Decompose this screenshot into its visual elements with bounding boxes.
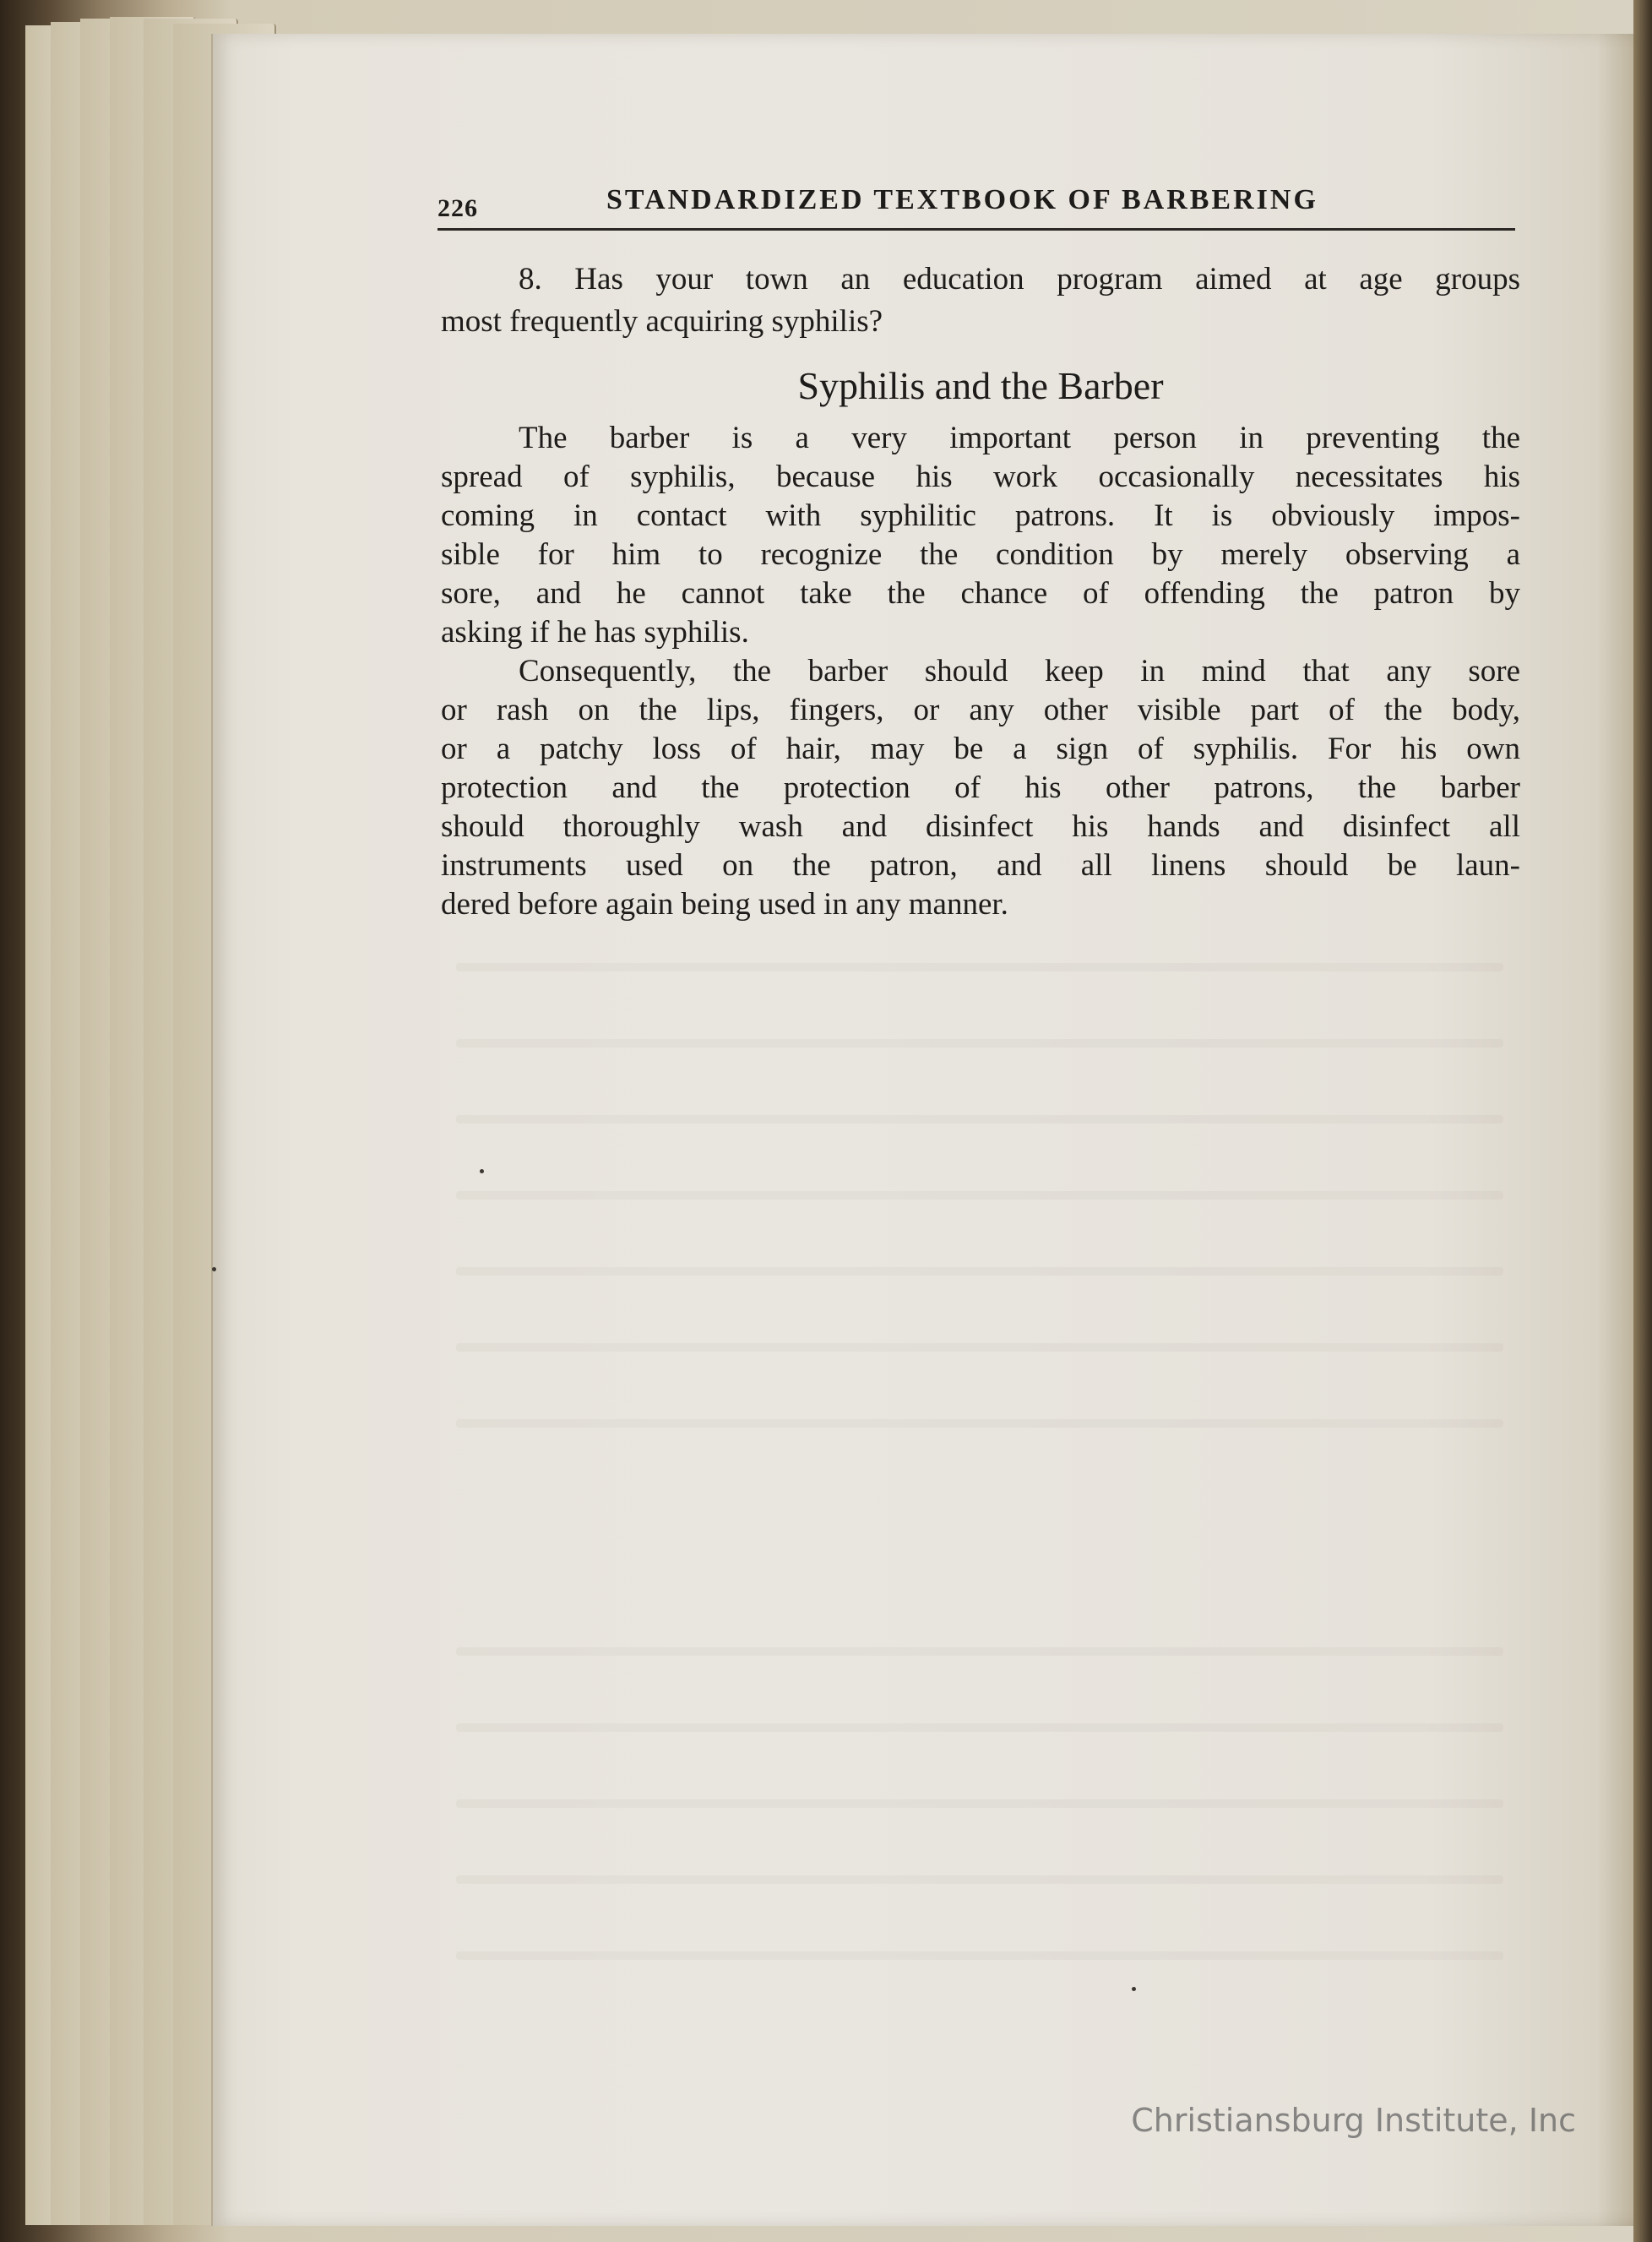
- paragraph-line: The barber is a very important person in preventing the: [519, 421, 1520, 455]
- show-through: [456, 1115, 1503, 1124]
- paragraph-line: asking if he has syphilis.: [441, 615, 749, 650]
- paper-speck: [480, 1169, 484, 1173]
- paragraph-line: or a patchy loss of hair, may be a sign of syphilis. For his own: [441, 732, 1520, 766]
- show-through: [456, 963, 1503, 971]
- paragraph-line: sible for him to recognize the condition by merely observing a: [441, 537, 1520, 572]
- page-number: 226: [437, 194, 478, 222]
- show-through: [456, 1039, 1503, 1048]
- paragraph-line: should thoroughly wash and disinfect his hands and disinfect all: [441, 809, 1520, 844]
- running-title: STANDARDIZED TEXTBOOK OF BARBERING: [606, 184, 1318, 215]
- paper-speck: [212, 1267, 216, 1271]
- paragraph-line: coming in contact with syphilitic patrons. It is obviously impos-: [441, 498, 1520, 533]
- show-through: [456, 1951, 1503, 1960]
- paragraph-line: Consequently, the barber should keep in mind that any sore: [519, 654, 1520, 688]
- show-through: [456, 1799, 1503, 1808]
- paper-speck: [1132, 1987, 1136, 1991]
- show-through: [456, 1191, 1503, 1200]
- watermark: Christiansburg Institute, Inc: [1131, 2102, 1576, 2139]
- show-through: [456, 1723, 1503, 1732]
- running-head: [437, 184, 1515, 231]
- question-line: 8. Has your town an education program aimed at age groups: [519, 262, 1520, 297]
- question-line: most frequently acquiring syphilis?: [441, 304, 883, 339]
- paragraph-line: dered before again being used in any manner.: [441, 887, 1008, 922]
- paragraph-line: spread of syphilis, because his work occasionally necessitates his: [441, 460, 1520, 494]
- show-through: [456, 1647, 1503, 1656]
- section-heading: Syphilis and the Barber: [797, 364, 1164, 407]
- paragraph-line: instruments used on the patron, and all linens should be laun-: [441, 848, 1520, 883]
- paragraph-line: sore, and he cannot take the chance of offending the patron by: [441, 576, 1520, 611]
- show-through: [456, 1267, 1503, 1276]
- show-through: [456, 1343, 1503, 1352]
- show-through: [456, 1875, 1503, 1884]
- paragraph-line: or rash on the lips, fingers, or any other visible part of the body,: [441, 693, 1520, 727]
- show-through: [456, 1419, 1503, 1428]
- paragraph-line: protection and the protection of his other patrons, the barber: [441, 770, 1520, 805]
- book-right-edge: [1633, 0, 1652, 2242]
